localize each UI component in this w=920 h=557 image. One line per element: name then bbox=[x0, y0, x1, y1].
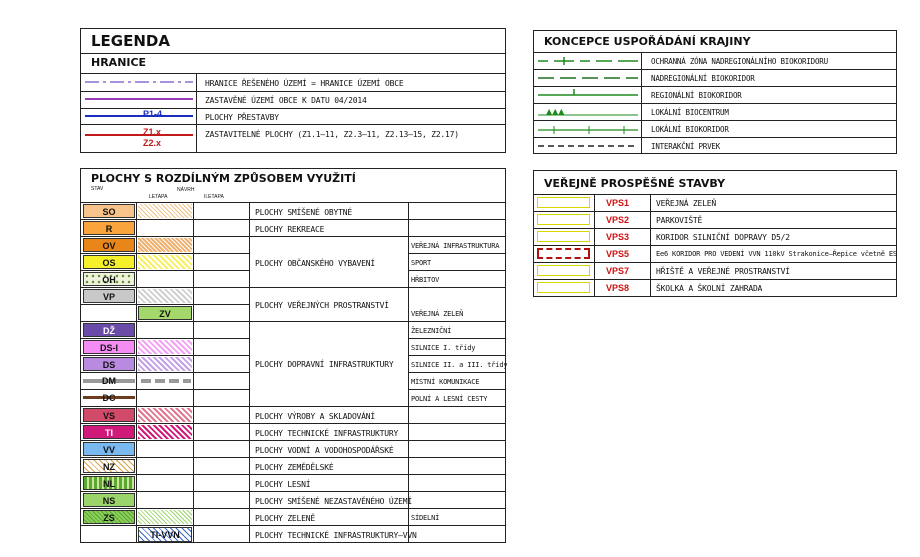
swatch-so: SO bbox=[83, 204, 135, 218]
public-works-title: VEŘEJNĚ PROSPĚŠNÉ STAVBY bbox=[544, 177, 726, 190]
landscape-symbols bbox=[534, 52, 641, 153]
subtype-label: VEŘEJNÁ INFRASTRUKTURA bbox=[411, 242, 500, 250]
subtype-label: VEŘEJNÁ ZELEŇ bbox=[411, 310, 464, 318]
area-label: PLOCHY VÝROBY A SKLADOVÁNÍ bbox=[255, 412, 376, 421]
subtype-label: MÍSTNÍ KOMUNIKACE bbox=[411, 378, 480, 386]
boundary-label: PLOCHY PŘESTAVBY bbox=[205, 113, 279, 122]
landscape-label: REGIONÁLNÍ BIOKORIDOR bbox=[651, 91, 742, 100]
swatch-os: OS bbox=[83, 255, 135, 269]
area-label: PLOCHY SMÍŠENÉ NEZASTAVĚNÉHO ÚZEMÍ bbox=[255, 497, 412, 506]
vps-code: VPS1 bbox=[606, 198, 630, 208]
land-use-title: PLOCHY S ROZDÍLNÝM ZPŮSOBEM VYUŽITÍ bbox=[91, 172, 356, 185]
public-works-legend bbox=[533, 170, 897, 297]
vps-label: ŠKOLKA A ŠKOLNÍ ZAHRADA bbox=[656, 284, 763, 293]
boundary-label: ZASTAVĚNÉ ÚZEMÍ OBCE K DATU 04/2014 bbox=[205, 96, 367, 105]
area-label: PLOCHY VODNÍ A VODOHOSPODÁŘSKÉ bbox=[255, 446, 394, 455]
swatch-vv: VV bbox=[83, 442, 135, 456]
swatch-ds: DS bbox=[83, 357, 135, 371]
subtype-label: SPORT bbox=[411, 259, 432, 267]
swatch-dm: DM bbox=[83, 374, 135, 388]
area-label: PLOCHY DOPRAVNÍ INFRASTRUKTURY bbox=[255, 360, 394, 369]
swatch-ov: OV bbox=[83, 238, 135, 252]
legend-title: LEGENDA bbox=[91, 32, 170, 50]
area-label: PLOCHY LESNÍ bbox=[255, 480, 311, 489]
swatch-nl: NL bbox=[83, 476, 135, 490]
land-use-legend bbox=[80, 168, 506, 543]
swatch-oh: OH bbox=[83, 272, 135, 286]
svg-text:▲▲▲: ▲▲▲ bbox=[546, 107, 565, 116]
subtype-label: SILNICE II. a III. třídy bbox=[411, 361, 508, 369]
subtype-label: POLNÍ A LESNÍ CESTY bbox=[411, 395, 488, 403]
boundary-label: ZASTAVITELNÉ PLOCHY (Z1.1–11, Z2.3–11, Z2.13–15, Z2.17) bbox=[205, 130, 459, 139]
boundary-line-symbol bbox=[83, 73, 195, 153]
boundaries-legend bbox=[80, 28, 506, 153]
landscape-label: INTERAKČNÍ PRVEK bbox=[651, 142, 721, 151]
vps-code: VPS3 bbox=[606, 232, 630, 242]
vps-code: VPS8 bbox=[606, 283, 630, 293]
subtype-label: ŽELEZNIČNÍ bbox=[411, 327, 452, 335]
area-label: PLOCHY TECHNICKÉ INFRASTRUKTURY–VVN bbox=[255, 531, 417, 540]
vps-code: VPS2 bbox=[606, 215, 630, 225]
landscape-label: LOKÁLNÍ BIOKORIDOR bbox=[651, 125, 729, 134]
swatch-nz: NZ bbox=[83, 459, 135, 473]
col-stav: STAV bbox=[91, 186, 104, 192]
boundary-label: HRANICE ŘEŠENÉHO ÚZEMÍ = HRANICE ÚZEMÍ OBCE bbox=[205, 79, 404, 88]
swatch-ns: NS bbox=[83, 493, 135, 507]
subtype-label: SILNICE I. třídy bbox=[411, 344, 476, 352]
swatch-vs: VS bbox=[83, 408, 135, 422]
area-label: PLOCHY SMÍŠENÉ OBYTNÉ bbox=[255, 208, 352, 217]
landscape-title: KONCEPCE USPOŘÁDÁNÍ KRAJINY bbox=[544, 35, 751, 48]
col-navrh: NÁVRH bbox=[177, 187, 195, 193]
vps-label: HŘIŠTĚ A VEŘEJNÉ PROSTRANSTVÍ bbox=[656, 267, 790, 276]
area-label: PLOCHY ZEMĚDĚLSKÉ bbox=[255, 463, 334, 472]
area-label: PLOCHY OBČANSKÉHO VYBAVENÍ bbox=[255, 259, 376, 268]
swatch-dc: DC bbox=[83, 391, 135, 405]
area-label: PLOCHY VEŘEJNÝCH PROSTRANSTVÍ bbox=[255, 301, 389, 310]
subtype-label: HŘBITOV bbox=[411, 276, 440, 284]
vps-label: Ee6 KORIDOR PRO VEDENÍ VVN 110kV Strakonice–Řepice včetně ES bbox=[656, 250, 897, 258]
code-z1: Z1.x bbox=[143, 127, 162, 137]
landscape-legend bbox=[533, 30, 897, 154]
vps-label: KORIDOR SILNIČNÍ DOPRAVY D5/2 bbox=[656, 233, 790, 242]
col-iletapa: II.ETAPA bbox=[204, 194, 224, 200]
vps-label: VEŘEJNÁ ZELEŇ bbox=[656, 199, 717, 208]
area-label: PLOCHY REKREACE bbox=[255, 225, 325, 234]
subtype-label: SÍDELNÍ bbox=[411, 514, 440, 522]
swatch-zs: ZS bbox=[83, 510, 135, 524]
code-z2: Z2.x bbox=[143, 138, 162, 148]
swatch-ti: TI bbox=[83, 425, 135, 439]
swatch-tivvn: TI-VVN bbox=[138, 527, 192, 542]
vps-label: PARKOVIŠTĚ bbox=[656, 216, 703, 225]
landscape-label: LOKÁLNÍ BIOCENTRUM bbox=[651, 108, 729, 117]
boundaries-title: HRANICE bbox=[91, 56, 147, 69]
swatch-r: R bbox=[83, 221, 135, 235]
area-label: PLOCHY TECHNICKÉ INFRASTRUKTURY bbox=[255, 429, 399, 438]
vps-code: VPS7 bbox=[606, 266, 630, 276]
code-p: P1-4 bbox=[143, 109, 163, 119]
swatch-dsi: DS-I bbox=[83, 340, 135, 354]
landscape-label: OCHRANNÁ ZÓNA NADREGIONÁLNÍHO BIOKORIDORU bbox=[651, 57, 828, 66]
landscape-label: NADREGIONÁLNÍ BIOKORIDOR bbox=[651, 74, 755, 83]
area-label: PLOCHY ZELENĚ bbox=[255, 514, 316, 523]
col-letapa: LETAPA bbox=[149, 194, 168, 200]
swatch-zv: ZV bbox=[138, 306, 192, 320]
swatch-dz: DŽ bbox=[83, 323, 135, 337]
vps-code: VPS5 bbox=[606, 249, 630, 259]
swatch-vp: VP bbox=[83, 289, 135, 303]
